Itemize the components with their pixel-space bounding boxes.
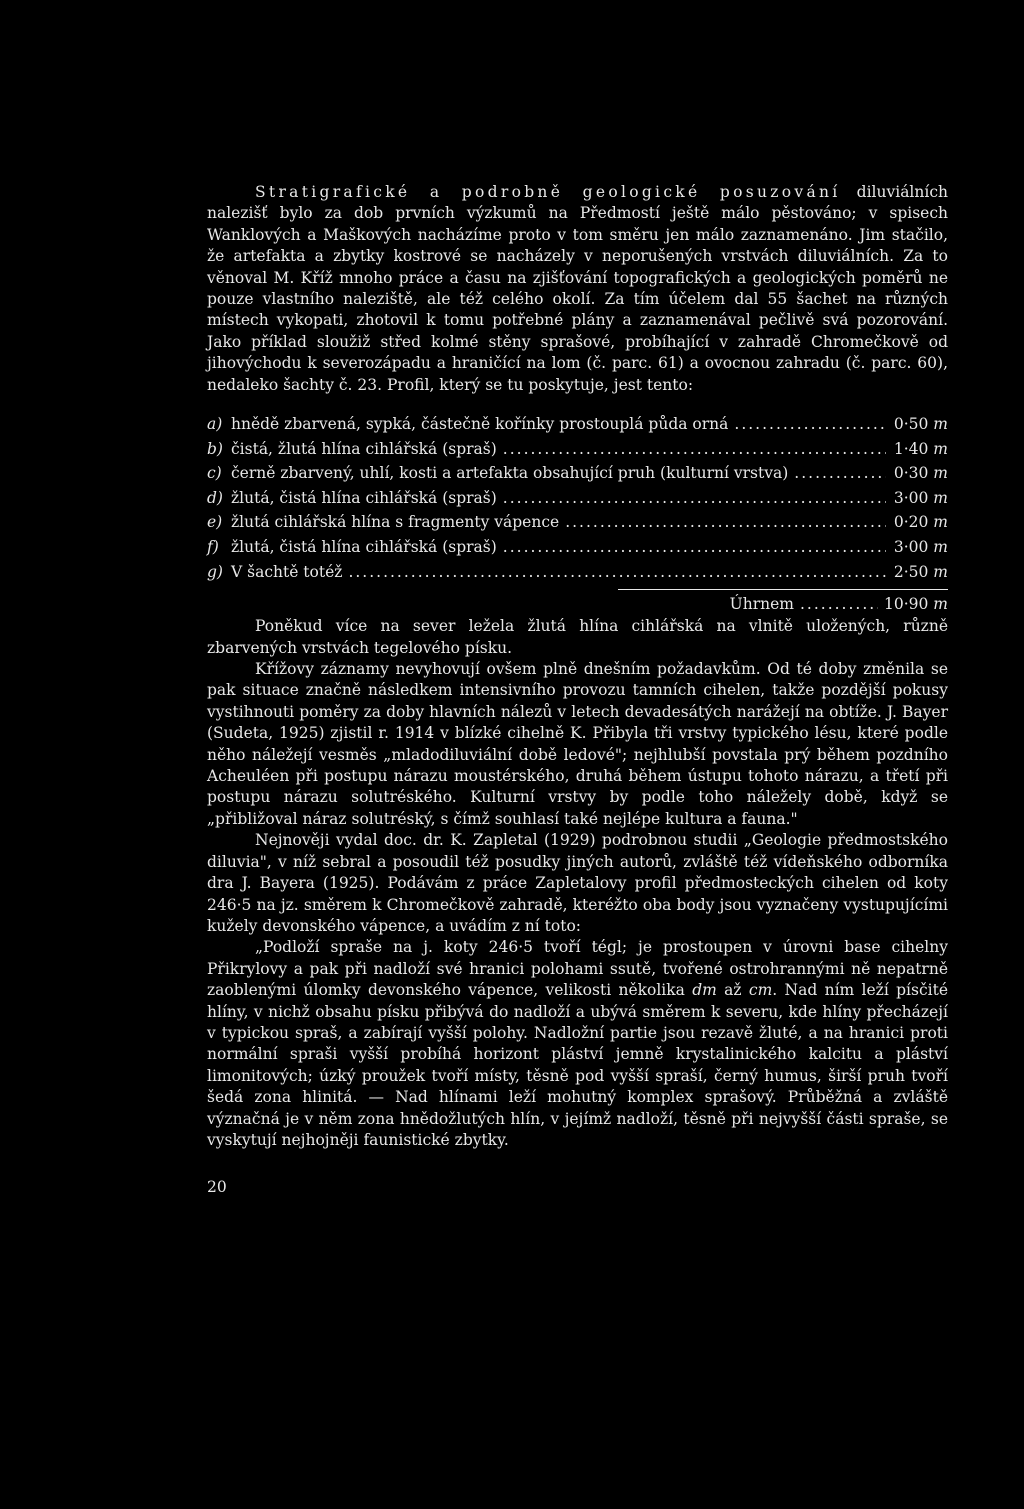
- leader-dots: [503, 537, 886, 558]
- paragraph: Nejnověji vydal doc. dr. K. Zapletal (1929) podrobnou studii „Geologie předmostského diluvia", v níž sebral a posoudil též posudky jiných autorů, zvláště též vídeňského odborníka dra J. Bayera (1925). Podávám z práce Zapletalovy profil předmosteckých cihelen od koty 246·5 na jz. směrem k Chromečkově zahradě, kteréžto oba body jsou vyznačeny vystupujícími kužely devonského vápence, a uvádím z ní toto:: [207, 831, 948, 935]
- profile-row: [207, 463, 948, 488]
- leader-dots: [794, 463, 886, 484]
- row-value: 0·50 m: [893, 415, 948, 434]
- profile-row: [207, 488, 948, 513]
- row-letter: f): [207, 538, 219, 557]
- leader-dots: [565, 512, 886, 533]
- row-description: hnědě zbarvená, sypká, částečně kořínky prostouplá půda orná: [231, 415, 729, 434]
- row-letter: c): [207, 464, 222, 483]
- body-text: [207, 182, 948, 1151]
- leader-dots: [503, 488, 886, 509]
- row-value: 0·30 m: [893, 464, 948, 483]
- row-letter: g): [207, 562, 223, 581]
- row-description: černě zbarvený, uhlí, kosti a artefakta obsahující pruh (kulturní vrstva): [231, 464, 789, 483]
- paragraph: Poněkud více na sever ležela žlutá hlína cihlářská na vlnitě uložených, různě zbarvených vrstvách tegelového písku.: [207, 617, 948, 657]
- leader-dots: [734, 414, 886, 435]
- row-value: 1·40 m: [893, 439, 948, 458]
- row-description: žlutá, čistá hlína cihlářská (spraš): [231, 538, 497, 557]
- page-number: 20: [207, 1178, 227, 1196]
- profile-row: [207, 562, 948, 587]
- spaced-lead: Stratigrafické a podrobně geologické posuzování: [255, 183, 841, 201]
- profile-row: [207, 512, 948, 537]
- sum-rule: [618, 589, 948, 590]
- profile-row: [207, 537, 948, 562]
- row-description: žlutá cihlářská hlína s fragmenty vápence: [231, 513, 560, 532]
- quote-paragraph: „Podloží spraše na j. koty 246·5 tvoří tégl; je prostoupen v úrovni base cihelny Přikrylovy a pak při nadloží své hranici polohami ssutě, tvořené ostrohrannými ně nepatrně zaoblenými úlomky devonského vápence, velikosti několika dm až cm. Nad ním leží písčité hlíny, v nichž obsahu písku přibývá do nadloží a ubývá směrem k severu, kde hlíny přecházejí v typickou spraš, a zabírají vyšší polohy. Nadložní partie jsou rezavě žluté, a na hranici proti normální spraši vyšší probíhá horizont pláství jemně krystalinického kalcitu a pláství limonitových; úzký proužek tvoří místy, těsně pod vyšší spraší, černý humus, širší pruh tvoří šedá zona hlinitá. — Nad hlínami leží mohutný komplex sprašový. Průběžná a zvláště význačná je v něm zona hnědožlutých hlín, v jejímž nadloží, těsně při nejvyšší části spraše, se vyskytují nejhojněji faunistické zbytky.: [207, 938, 948, 1149]
- row-description: V šachtě totéž: [231, 562, 343, 581]
- total-row: [207, 594, 948, 616]
- row-value: 0·20 m: [893, 513, 948, 532]
- leader-dots: [348, 562, 886, 583]
- row-value: 3·00 m: [893, 538, 948, 557]
- row-value: 3·00 m: [893, 488, 948, 507]
- intro-text: diluviálních nalezišť bylo za dob prvních výzkumů na Předmostí ještě málo pěstováno; v spisech Wanklových a Maškových nacházíme proto v tom směru jen málo zaznamenáno. Jim stačilo, že artefakta a zbytky kostrové se nacházely v neporušených vrstvách diluviálních. Za to věnoval M. Kříž mnoho práce a času na zjišťování topografických a geologických poměrů ne pouze vlastního naleziště, ale též celého okolí. Za tím účelem dal 55 šachet na různých místech vykopati, zhotovil k tomu potřebné plány a zaznamenával pečlivě svá pozorování. Jako příklad sloužiž střed kolmé stěny sprašové, probíhající v zahradě Chromečkově od jihovýchodu k severozápadu a hraničící na lom (č. parc. 61) a ovocnou zahradu (č. parc. 60), nedaleko šachty č. 23. Profil, který se tu poskytuje, jest tento:: [207, 183, 948, 394]
- row-letter: e): [207, 513, 223, 532]
- intro-paragraph: [207, 182, 948, 396]
- row-value: 2·50 m: [893, 562, 948, 581]
- row-letter: a): [207, 415, 223, 434]
- paragraph: Křížovy záznamy nevyhovují ovšem plně dnešním požadavkům. Od té doby změnila se pak situace značně následkem intensivního provozu tamních cihelen, takže pozdější pokusy vystihnouti poměry za doby hlavních nálezů v letech devadesátých narážejí na obtíže. J. Bayer (Sudeta, 1925) zjistil r. 1914 v blízké cihelně K. Přibyla tři vrstvy typického lésu, které podle něho náležejí vesměs „mladodiluviální době ledové"; nejhlubší povstala prý během pozdního Acheuléen při postupu nárazu moustérského, druhá během ústupu tohoto nárazu, a třetí při postupu nárazu solutréského. Kulturní vrstvy by podle toho náležely době, když se „přibližoval náraz solutréský, s čímž souhlasí také nejlépe kultura a fauna.": [207, 660, 948, 828]
- row-description: žlutá, čistá hlína cihlářská (spraš): [231, 488, 497, 507]
- total-value: 10·90 m: [883, 595, 948, 614]
- total-label: Úhrnem: [729, 595, 794, 614]
- leader-dots: [503, 439, 886, 460]
- row-letter: b): [207, 439, 223, 458]
- profile-row: [207, 414, 948, 439]
- leader-dots: [800, 594, 878, 615]
- profile-table: [207, 414, 948, 616]
- row-description: čistá, žlutá hlína cihlářská (spraš): [231, 439, 497, 458]
- row-letter: d): [207, 488, 223, 507]
- profile-row: [207, 439, 948, 464]
